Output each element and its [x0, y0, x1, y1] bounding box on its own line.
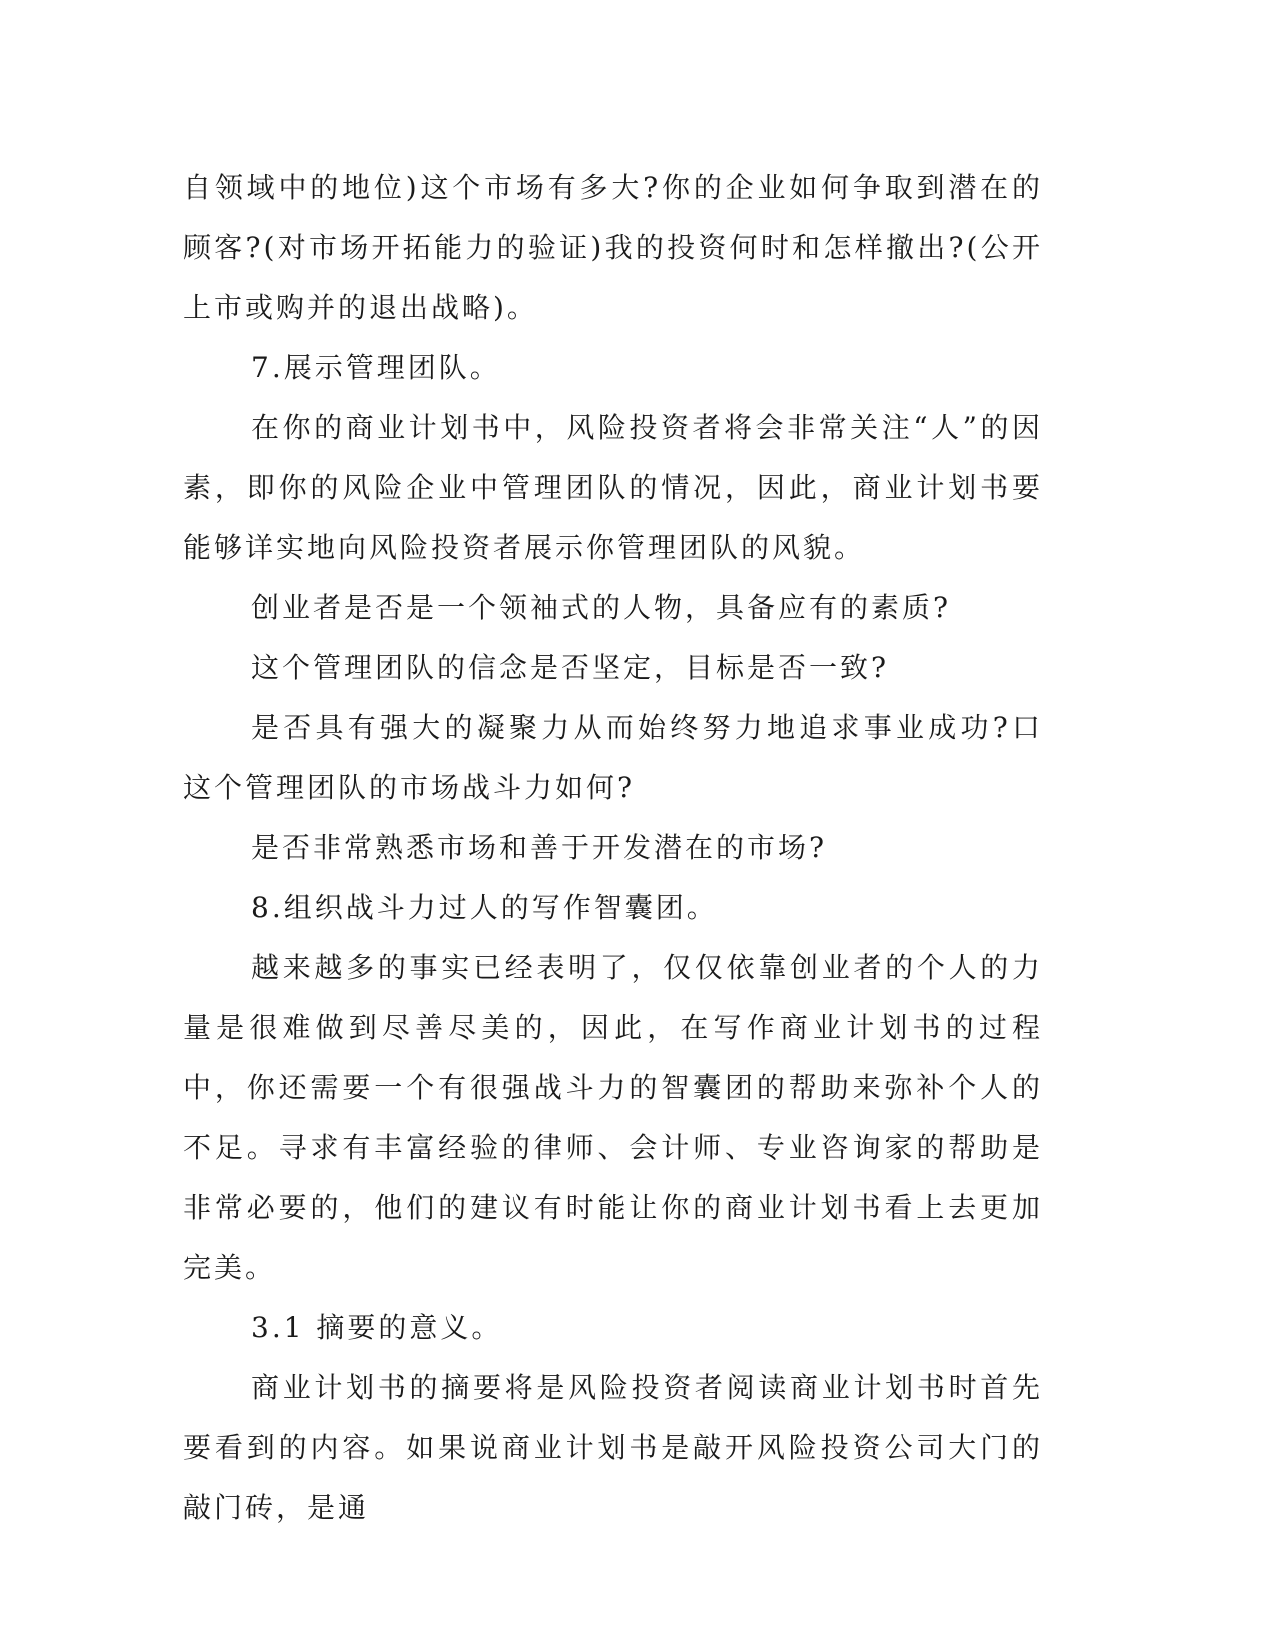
question-team-belief: 这个管理团队的信念是否坚定，目标是否一致? — [251, 651, 890, 684]
paragraph-people-factor: 在你的商业计划书中，风险投资者将会非常关注“人”的因素，即你的风险企业中管理团队的情况，因此，商业计划书要能够详实地向风险投资者展示你管理团队的风貌。 — [183, 411, 1043, 564]
paragraph-think-tank: 越来越多的事实已经表明了，仅仅依靠创业者的个人的力量是很难做到尽善尽美的，因此，在写作商业计划书的过程中，你还需要一个有很强战斗力的智囊团的帮助来弥补个人的不足。寻求有丰富经验的律师、会计师、专业咨询家的帮助是非常必要的，他们的建议有时能让你的商业计划书看上去更加完美。 — [183, 951, 1043, 1284]
heading-summary-meaning: 3.1 摘要的意义。 — [251, 1311, 503, 1344]
question-leader: 创业者是否是一个领袖式的人物，具备应有的素质? — [251, 591, 952, 624]
heading-think-tank: 8.组织战斗力过人的写作智囊团。 — [251, 891, 718, 924]
paragraph-intro-continuation: 自领域中的地位)这个市场有多大?你的企业如何争取到潜在的顾客?(对市场开拓能力的验证)我的投资何时和怎样撤出?(公开上市或购并的退出战略)。 — [183, 171, 1043, 324]
question-team-cohesion: 是否具有强大的凝聚力从而始终努力地追求事业成功?口这个管理团队的市场战斗力如何? — [183, 711, 1043, 804]
heading-show-management-team: 7.展示管理团队。 — [251, 351, 501, 384]
document-body — [183, 158, 1043, 1538]
paragraph-summary-meaning: 商业计划书的摘要将是风险投资者阅读商业计划书时首先要看到的内容。如果说商业计划书是敲开风险投资公司大门的敲门砖，是通 — [183, 1371, 1043, 1524]
question-market-familiarity: 是否非常熟悉市场和善于开发潜在的市场? — [251, 831, 828, 864]
